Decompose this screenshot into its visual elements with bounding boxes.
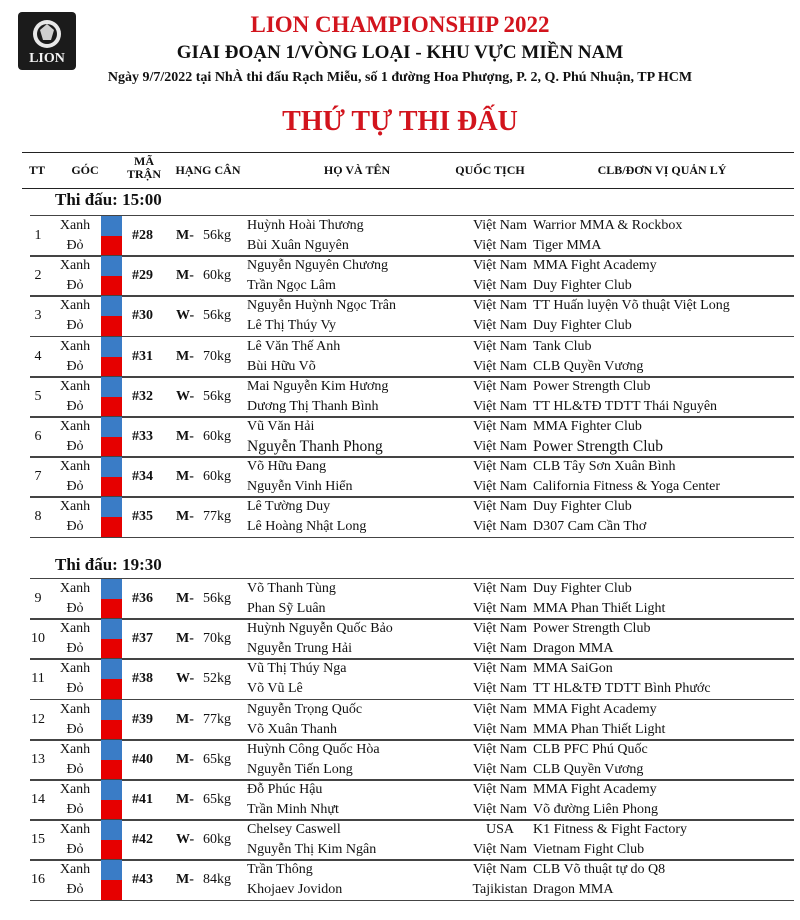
red-fighter-nationality: Việt Nam — [473, 519, 527, 535]
corner-blue-label: Xanh — [59, 741, 91, 757]
col-match — [122, 155, 166, 181]
blue-fighter-club: K1 Fitness & Fight Factory — [533, 822, 688, 838]
table-header — [22, 152, 794, 189]
weight-kg: 60kg — [203, 268, 231, 284]
bout-number: 7 — [34, 469, 42, 485]
corner-red-label: Đỏ — [66, 439, 84, 454]
blue-fighter-name: Huỳnh Công Quốc Hòa — [247, 741, 380, 757]
blue-corner-swatch — [101, 860, 122, 880]
blue-corner-swatch — [101, 700, 122, 720]
match-code: #43 — [132, 872, 153, 888]
blue-fighter-club: Duy Fighter Club — [533, 581, 632, 596]
corner-red-label: Đỏ — [66, 681, 84, 697]
red-fighter-club: Duy Fighter Club — [533, 318, 632, 334]
venue-line: Ngày 9/7/2022 tại NhÀ thi đấu Rạch Miễu, số 1 đường Hoa Phượng, P. 2, Q. Phú Nhuận, TP HCM — [107, 70, 693, 85]
red-corner-swatch — [101, 760, 122, 780]
red-fighter-name: Nguyễn Trung Hải — [247, 641, 353, 657]
blue-fighter-name: Nguyễn Huỳnh Ngọc Trân — [247, 298, 396, 314]
red-corner-swatch — [101, 720, 122, 740]
match-code: #39 — [132, 711, 153, 727]
red-fighter-nationality: Việt Nam — [473, 802, 527, 817]
blue-fighter-nationality: Việt Nam — [473, 661, 527, 677]
blue-fighter-club: TT Huấn luyện Võ thuật Việt Long — [533, 298, 730, 314]
blue-corner-swatch — [101, 740, 122, 760]
red-fighter-nationality: Việt Nam — [473, 439, 527, 454]
weight-class: M- — [176, 268, 194, 284]
match-code: #34 — [132, 469, 153, 485]
table-row — [30, 376, 794, 418]
red-fighter-name: Nguyễn Thị Kim Ngân — [247, 842, 377, 858]
col-name: HỌ VÀ TÊN — [323, 163, 391, 177]
corner-blue-label: Xanh — [59, 338, 91, 354]
corner-red-label: Đỏ — [66, 398, 84, 414]
red-fighter-club: CLB Quyền Vương — [533, 761, 644, 777]
order-title: THỨ TỰ THI ĐẤU — [282, 106, 518, 137]
corner-blue-label: Xanh — [59, 862, 91, 878]
red-fighter-club: D307 Cam Cần Thơ — [533, 519, 647, 535]
corner-blue-label: Xanh — [59, 459, 91, 475]
corner-blue-label: Xanh — [59, 782, 91, 797]
match-code: #35 — [132, 509, 153, 525]
blue-fighter-club: MMA Fight Academy — [533, 258, 657, 274]
col-club: CLB/ĐƠN VỊ QUẢN LÝ — [597, 163, 727, 177]
table-row — [30, 578, 794, 620]
red-fighter-club: Tiger MMA — [533, 238, 602, 253]
match-code: #40 — [132, 751, 153, 767]
corner-red-label: Đỏ — [66, 882, 84, 898]
weight-class: M- — [176, 348, 194, 364]
red-fighter-nationality: Tajikistan — [472, 882, 528, 898]
red-fighter-nationality: Việt Nam — [473, 721, 527, 737]
weight-kg: 65kg — [203, 751, 231, 767]
weight-class: M- — [176, 509, 194, 525]
table-row — [30, 215, 794, 257]
red-corner-swatch — [101, 276, 122, 296]
weight-class: W- — [176, 308, 195, 324]
table-row — [30, 255, 794, 297]
col-weight: HẠNG CÂN — [175, 163, 241, 177]
red-fighter-name: Nguyễn Vinh Hiển — [247, 479, 353, 495]
weight-kg: 77kg — [203, 509, 231, 525]
blue-corner-swatch — [101, 296, 122, 316]
blue-fighter-name: Nguyễn Nguyên Chương — [247, 258, 388, 274]
table-row — [30, 618, 794, 660]
red-fighter-club: CLB Quyền Vương — [533, 358, 644, 374]
blue-corner-swatch — [101, 820, 122, 840]
weight-kg: 56kg — [203, 308, 231, 324]
blue-corner-swatch — [101, 659, 122, 679]
page-title: LION CHAMPIONSHIP 2022 — [250, 12, 550, 37]
weight-class: M- — [176, 872, 194, 888]
blue-fighter-name: Vũ Thị Thúy Nga — [247, 661, 347, 677]
red-fighter-club: Power Strength Club — [533, 438, 664, 455]
blue-corner-swatch — [101, 579, 122, 599]
match-code: #31 — [132, 348, 153, 364]
bout-number: 2 — [34, 268, 42, 284]
match-code: #38 — [132, 671, 153, 687]
bout-number: 16 — [31, 872, 45, 888]
table-row — [30, 779, 794, 821]
red-fighter-nationality: Việt Nam — [473, 479, 527, 495]
blue-fighter-name: Đỗ Phúc Hậu — [247, 782, 323, 797]
red-fighter-name: Dương Thị Thanh Bình — [247, 398, 379, 414]
blue-fighter-nationality: Việt Nam — [473, 218, 527, 233]
blue-fighter-club: CLB PFC Phú Quốc — [533, 741, 648, 757]
corner-blue-label: Xanh — [59, 822, 91, 838]
corner-red-label: Đỏ — [66, 358, 84, 374]
blue-fighter-club: Power Strength Club — [533, 378, 651, 394]
blue-fighter-nationality: Việt Nam — [473, 338, 527, 354]
corner-red-label: Đỏ — [66, 479, 84, 495]
weight-kg: 52kg — [203, 671, 231, 687]
blue-fighter-nationality: Việt Nam — [473, 621, 527, 637]
red-fighter-nationality: Việt Nam — [473, 681, 527, 697]
red-fighter-name: Khojaev Jovidon — [247, 882, 343, 898]
logo-text: LION — [29, 51, 65, 66]
bout-number: 9 — [34, 591, 42, 606]
corner-red-label: Đỏ — [66, 641, 84, 657]
table-row — [30, 295, 794, 337]
red-fighter-nationality: Việt Nam — [473, 358, 527, 374]
bout-number: 12 — [31, 711, 45, 727]
session-label: Thi đấu: 15:00 — [55, 190, 162, 209]
bout-number: 13 — [31, 751, 45, 767]
red-fighter-nationality: Việt Nam — [473, 278, 527, 294]
blue-corner-swatch — [101, 497, 122, 517]
blue-fighter-club: MMA SaiGon — [533, 661, 613, 677]
col-match-line2: TRẬN — [126, 167, 161, 181]
weight-class: W- — [176, 832, 195, 848]
table-row — [30, 819, 794, 861]
corner-blue-label: Xanh — [59, 258, 91, 274]
match-code: #41 — [132, 792, 153, 807]
match-code: #32 — [132, 388, 153, 404]
red-fighter-name: Phan Sỹ Luân — [247, 601, 326, 616]
blue-fighter-nationality: Việt Nam — [473, 258, 527, 274]
blue-corner-swatch — [101, 457, 122, 477]
match-code: #42 — [132, 832, 153, 848]
red-corner-swatch — [101, 517, 122, 537]
blue-fighter-club: MMA Fight Academy — [533, 701, 657, 717]
session-label: Thi đấu: 19:30 — [55, 555, 162, 574]
page-subtitle: GIAI ĐOẠN 1/VÒNG LOẠI - KHU VỰC MIỀN NAM — [176, 42, 624, 63]
red-fighter-nationality: Việt Nam — [473, 238, 527, 253]
blue-fighter-name: Mai Nguyễn Kim Hương — [247, 378, 389, 394]
weight-class: M- — [176, 591, 194, 606]
table-row — [30, 699, 794, 741]
red-fighter-name: Bùi Xuân Nguyên — [247, 238, 349, 253]
red-fighter-club: California Fitness & Yoga Center — [533, 479, 721, 495]
blue-fighter-club: Tank Club — [533, 338, 592, 354]
blue-corner-swatch — [101, 337, 122, 357]
bout-number: 8 — [34, 509, 42, 525]
red-fighter-nationality: Việt Nam — [473, 601, 527, 616]
blue-fighter-nationality: Việt Nam — [473, 741, 527, 757]
match-code: #33 — [132, 429, 153, 444]
blue-fighter-club: Duy Fighter Club — [533, 499, 632, 515]
red-fighter-club: MMA Phan Thiết Light — [533, 601, 666, 616]
blue-fighter-name: Trần Thông — [247, 862, 313, 878]
blue-fighter-name: Võ Thanh Tùng — [247, 581, 336, 596]
red-fighter-club: Duy Fighter Club — [533, 278, 632, 294]
red-fighter-nationality: Việt Nam — [473, 398, 527, 414]
red-fighter-club: TT HL&TĐ TDTT Bình Phước — [533, 681, 711, 697]
corner-red-label: Đỏ — [66, 318, 84, 334]
col-tt: TT — [28, 163, 45, 177]
weight-kg: 56kg — [203, 228, 231, 243]
red-corner-swatch — [101, 477, 122, 497]
blue-corner-swatch — [101, 417, 122, 437]
weight-kg: 60kg — [203, 832, 231, 848]
blue-fighter-club: MMA Fight Academy — [533, 782, 657, 797]
red-corner-swatch — [101, 357, 122, 377]
red-fighter-club: TT HL&TĐ TDTT Thái Nguyên — [533, 398, 718, 414]
bout-number: 14 — [31, 792, 45, 807]
blue-corner-swatch — [101, 256, 122, 276]
red-corner-swatch — [101, 316, 122, 336]
bout-number: 3 — [34, 308, 42, 324]
match-code: #36 — [132, 591, 153, 606]
red-corner-swatch — [101, 236, 122, 256]
red-fighter-club: MMA Phan Thiết Light — [533, 721, 666, 737]
match-code: #30 — [132, 308, 153, 324]
blue-corner-swatch — [101, 780, 122, 800]
weight-kg: 77kg — [203, 711, 231, 727]
corner-red-label: Đỏ — [66, 842, 84, 858]
table-row — [30, 456, 794, 498]
blue-fighter-name: Chelsey Caswell — [247, 822, 341, 838]
red-fighter-name: Nguyễn Tiến Long — [247, 761, 353, 777]
red-fighter-name: Võ Xuân Thanh — [247, 721, 337, 737]
red-fighter-nationality: Việt Nam — [473, 842, 527, 858]
corner-red-label: Đỏ — [66, 601, 84, 616]
red-fighter-nationality: Việt Nam — [473, 641, 527, 657]
blue-fighter-nationality: Việt Nam — [473, 499, 527, 515]
blue-fighter-name: Huỳnh Nguyễn Quốc Bảo — [247, 621, 393, 637]
table-row — [30, 739, 794, 781]
col-corner: GÓC — [71, 163, 99, 177]
red-fighter-club: Dragon MMA — [533, 882, 614, 898]
weight-kg: 84kg — [203, 872, 231, 888]
bout-number: 1 — [34, 228, 42, 243]
weight-kg: 65kg — [203, 792, 231, 807]
red-fighter-name: Lê Hoàng Nhật Long — [247, 519, 367, 535]
bout-number: 6 — [34, 429, 42, 444]
bout-number: 15 — [31, 832, 45, 848]
blue-fighter-name: Võ Hữu Đang — [247, 459, 327, 475]
weight-kg: 60kg — [203, 429, 231, 444]
blue-fighter-club: Warrior MMA & Rockbox — [533, 218, 683, 233]
corner-blue-label: Xanh — [59, 701, 91, 717]
red-corner-swatch — [101, 639, 122, 659]
weight-kg: 56kg — [203, 388, 231, 404]
red-fighter-name: Trần Minh Nhựt — [247, 802, 339, 817]
red-corner-swatch — [101, 397, 122, 417]
match-code: #29 — [132, 268, 153, 284]
blue-fighter-club: CLB Tây Sơn Xuân Bình — [533, 459, 676, 475]
col-match-line1: MÃ — [134, 154, 154, 168]
corner-blue-label: Xanh — [59, 298, 91, 314]
weight-class: M- — [176, 711, 194, 727]
weight-class: M- — [176, 631, 194, 647]
red-fighter-name: Nguyễn Thanh Phong — [247, 438, 383, 455]
red-corner-swatch — [101, 599, 122, 619]
table-row — [30, 336, 794, 378]
red-fighter-name: Bùi Hữu Võ — [247, 358, 316, 374]
weight-kg: 56kg — [203, 591, 231, 606]
bout-number: 10 — [31, 631, 45, 647]
blue-fighter-club: CLB Võ thuật tự do Q8 — [533, 862, 666, 878]
blue-corner-swatch — [101, 619, 122, 639]
blue-corner-swatch — [101, 377, 122, 397]
weight-class: M- — [176, 429, 194, 444]
red-fighter-club: Dragon MMA — [533, 641, 614, 657]
corner-blue-label: Xanh — [59, 499, 91, 515]
blue-fighter-nationality: Việt Nam — [473, 419, 527, 434]
blue-fighter-name: Nguyễn Trọng Quốc — [247, 701, 363, 717]
red-fighter-name: Lê Thị Thúy Vy — [247, 318, 337, 334]
blue-corner-swatch — [101, 216, 122, 236]
bout-number: 5 — [34, 388, 42, 404]
blue-fighter-name: Vũ Văn Hải — [247, 419, 315, 434]
match-code: #28 — [132, 228, 153, 243]
weight-class: M- — [176, 228, 194, 243]
red-corner-swatch — [101, 437, 122, 457]
blue-fighter-nationality: Việt Nam — [473, 298, 527, 314]
blue-fighter-nationality: USA — [485, 822, 514, 838]
red-corner-swatch — [101, 800, 122, 820]
corner-blue-label: Xanh — [59, 419, 91, 434]
red-corner-swatch — [101, 840, 122, 860]
blue-fighter-name: Huỳnh Hoài Thương — [247, 218, 364, 233]
weight-kg: 70kg — [203, 631, 231, 647]
corner-red-label: Đỏ — [66, 519, 84, 535]
weight-class: W- — [176, 671, 195, 687]
blue-fighter-nationality: Việt Nam — [473, 862, 527, 878]
match-code: #37 — [132, 631, 153, 647]
blue-fighter-nationality: Việt Nam — [473, 459, 527, 475]
red-corner-swatch — [101, 679, 122, 699]
corner-red-label: Đỏ — [66, 802, 84, 817]
table-row — [30, 496, 794, 538]
blue-fighter-nationality: Việt Nam — [473, 701, 527, 717]
corner-red-label: Đỏ — [66, 761, 84, 777]
red-fighter-club: Võ đường Liên Phong — [533, 802, 659, 817]
weight-kg: 60kg — [203, 469, 231, 485]
weight-kg: 70kg — [203, 348, 231, 364]
blue-fighter-club: MMA Fighter Club — [533, 419, 642, 434]
red-fighter-nationality: Việt Nam — [473, 318, 527, 334]
bout-number: 11 — [31, 671, 45, 687]
blue-fighter-name: Lê Tường Duy — [247, 499, 331, 515]
corner-blue-label: Xanh — [59, 661, 91, 677]
red-corner-swatch — [101, 880, 122, 900]
col-nationality: QUỐC TỊCH — [455, 163, 525, 177]
blue-fighter-nationality: Việt Nam — [473, 782, 527, 797]
blue-fighter-nationality: Việt Nam — [473, 378, 527, 394]
corner-blue-label: Xanh — [59, 581, 91, 596]
red-fighter-name: Võ Vũ Lê — [247, 681, 303, 697]
red-fighter-name: Trần Ngọc Lâm — [247, 278, 336, 294]
weight-class: M- — [176, 469, 194, 485]
blue-fighter-name: Lê Văn Thế Anh — [247, 338, 341, 354]
blue-fighter-nationality: Việt Nam — [473, 581, 527, 596]
bout-number: 4 — [34, 348, 42, 364]
table-row — [30, 416, 794, 458]
corner-blue-label: Xanh — [59, 621, 91, 637]
table-row — [30, 658, 794, 700]
red-fighter-club: Vietnam Fight Club — [533, 842, 645, 858]
weight-class: M- — [176, 751, 194, 767]
weight-class: W- — [176, 388, 195, 404]
red-fighter-nationality: Việt Nam — [473, 761, 527, 777]
corner-red-label: Đỏ — [66, 238, 84, 253]
weight-class: M- — [176, 792, 194, 807]
corner-red-label: Đỏ — [66, 278, 84, 294]
blue-fighter-club: Power Strength Club — [533, 621, 651, 637]
table-row — [30, 859, 794, 901]
corner-blue-label: Xanh — [59, 218, 91, 233]
corner-blue-label: Xanh — [59, 378, 91, 394]
corner-red-label: Đỏ — [66, 721, 84, 737]
